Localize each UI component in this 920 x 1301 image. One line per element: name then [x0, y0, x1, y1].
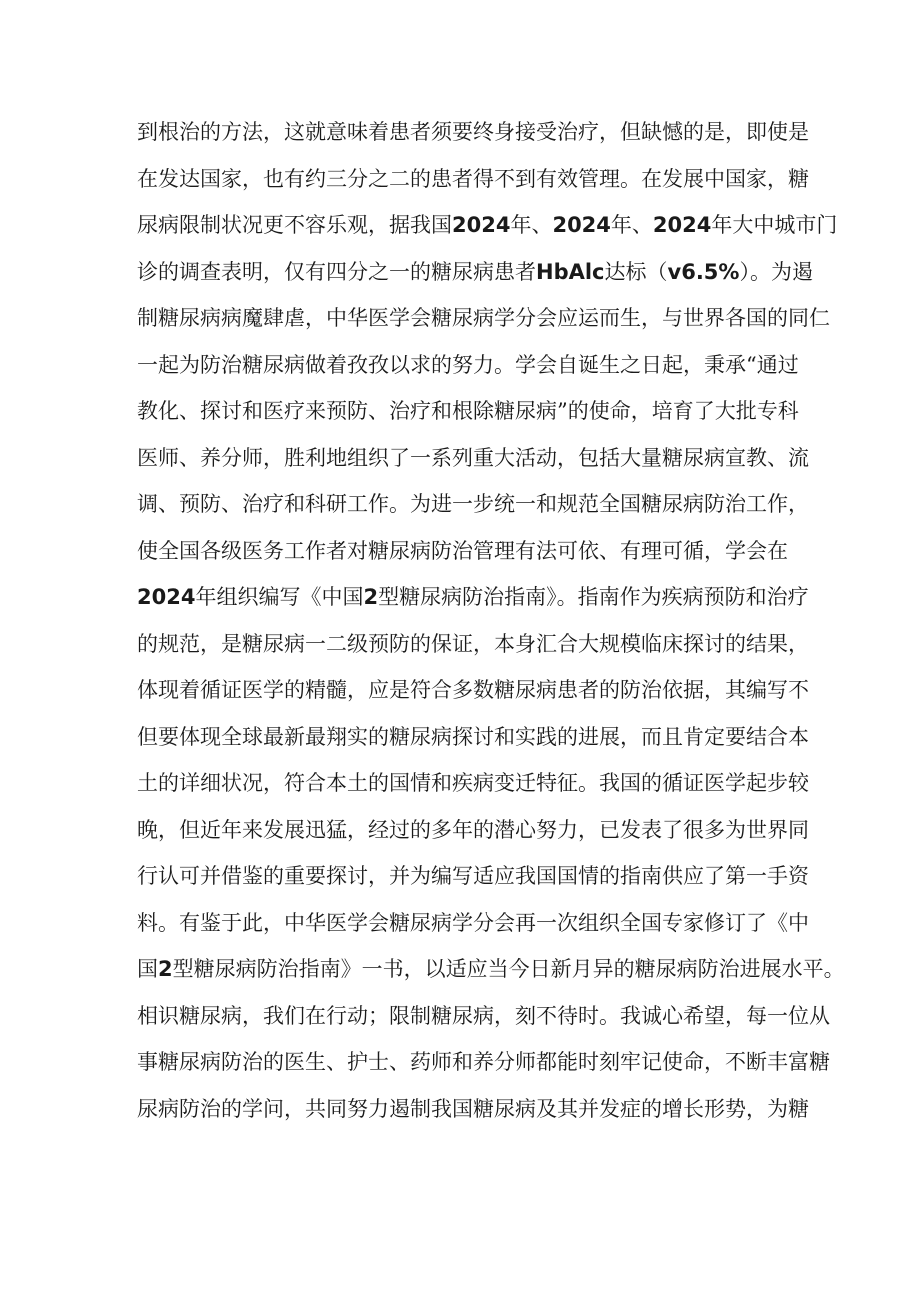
text-line: 国2型糖尿病防治指南》一书，以适应当今日新月异的糖尿病防治进展水平。 [137, 957, 845, 981]
text-line: 相识糖尿病，我们在行动；限制糖尿病，刻不待时。我诚心希望，每一位从 [137, 1003, 830, 1028]
text-line: 但要体现全球最新最翔实的糖尿病探讨和实践的进展，而且肯定要结合本 [137, 724, 809, 749]
text-line: 行认可并借鉴的重要探讨，并为编写适应我国国情的指南供应了第一手资 [137, 864, 809, 888]
text-line: 一起为防治糖尿病做着孜孜以求的努力。学会自诞生之日起，秉承“通过 [137, 352, 799, 377]
text-line: 晚，但近年来发展迅猛，经过的多年的潜心努力，已发表了很多为世界同 [137, 817, 809, 842]
text-line: 医师、养分师，胜利地组织了一系列重大活动，包括大量糖尿病宣教、流 [137, 445, 809, 470]
text-line: 教化、探讨和医疗来预防、治疗和根除糖尿病”的使命，培育了大批专科 [137, 399, 799, 423]
text-line: 料。有鉴于此，中华医学会糖尿病学分会再一次组织全国专家修订了《中 [137, 910, 809, 935]
text-line: 体现着循证医学的精髓，应是符合多数糖尿病患者的防治依据，其编写不 [137, 678, 809, 702]
text-line: 2024年组织编写《中国2型糖尿病防治指南》。指南作为疾病预防和治疗 [137, 585, 809, 609]
text-line: 的规范，是糖尿病一二级预防的保证，本身汇合大规模临床探讨的结果， [137, 631, 809, 656]
text-line: 尿病防治的学问，共同努力遏制我国糖尿病及其并发症的增长形势，为糖 [137, 1096, 809, 1121]
text-line: 制糖尿病病魔肆虐，中华医学会糖尿病学分会应运而生，与世界各国的同仁 [137, 306, 830, 330]
body-text [137, 109, 845, 1132]
text-line: 使全国各级医务工作者对糖尿病防治管理有法可依、有理可循，学会在 [137, 538, 788, 563]
text-line: 到根治的方法，这就意味着患者须要终身接受治疗，但缺憾的是，即使是 [137, 120, 809, 144]
text-line: 尿病限制状况更不容乐观，据我国2024年、2024年、2024年大中城市门 [137, 213, 838, 237]
text-line: 土的详细状况，符合本土的国情和疾病变迁特征。我国的循证医学起步较 [137, 771, 809, 795]
text-line: 诊的调查表明，仅有四分之一的糖尿病患者HbAlc达标（v6.5%）。为遏 [137, 259, 813, 284]
text-line: 在发达国家，也有约三分之二的患者得不到有效管理。在发展中国家，糖 [137, 166, 809, 191]
text-line: 调、预防、治疗和科研工作。为进一步统一和规范全国糖尿病防治工作， [137, 492, 809, 516]
text-line: 事糖尿病防治的医生、护士、药师和养分师都能时刻牢记使命，不断丰富糖 [137, 1050, 830, 1074]
